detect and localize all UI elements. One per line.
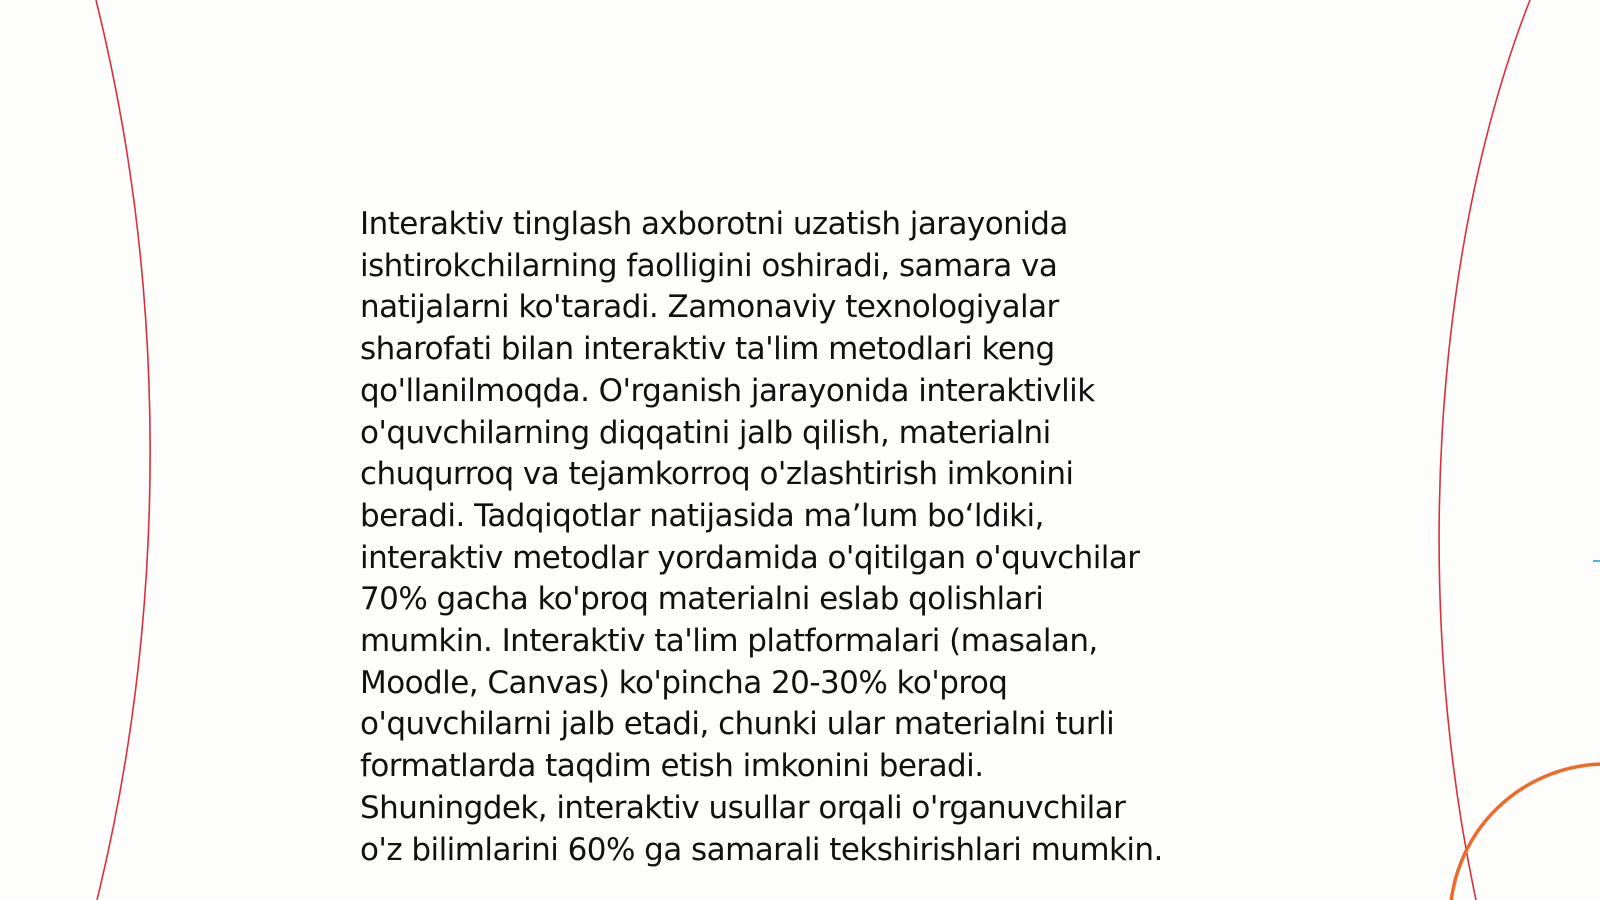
paragraph-line: qo'llanilmoqda. O'rganish jarayonida interaktivlik	[360, 372, 1095, 409]
paragraph-line: sharofati bilan interaktiv ta'lim metodlari keng	[360, 331, 1055, 368]
paragraph-line: Shuningdek, interaktiv usullar orqali o'rganuvchilar	[360, 789, 1126, 826]
paragraph-line: interaktiv metodlar yordamida o'qitilgan o'quvchilar	[360, 539, 1140, 576]
paragraph-line: chuqurroq va tejamkorroq o'zlashtirish imkonini	[360, 456, 1074, 493]
paragraph-line: o'quvchilarning diqqatini jalb qilish, materialni	[360, 414, 1051, 451]
paragraph-line: formatlarda taqdim etish imkonini beradi.	[360, 748, 984, 785]
paragraph-line: o'quvchilarni jalb etadi, chunki ular materialni turli	[360, 706, 1115, 743]
paragraph-line: o'z bilimlarini 60% ga samarali tekshirishlari mumkin.	[360, 831, 1163, 868]
right-arc-line	[1439, 0, 1530, 900]
paragraph-line: beradi. Tadqiqotlar natijasida ma’lum bo‘ldiki,	[360, 497, 1044, 534]
body-paragraph	[360, 204, 1240, 871]
paragraph-line: ishtirokchilarning faolligini oshiradi, samara va	[360, 247, 1058, 284]
left-arc-line	[96, 0, 150, 900]
paragraph-line: Interaktiv tinglash axborotni uzatish jarayonida	[360, 206, 1068, 242]
paragraph-line: 70% gacha ko'proq materialni eslab qolishlari	[360, 581, 1044, 618]
paragraph-line: natijalarni ko'taradi. Zamonaviy texnologiyalar	[360, 289, 1059, 326]
paragraph-line: Moodle, Canvas) ko'pincha 20-30% ko'proq	[360, 664, 1008, 701]
paragraph-line: mumkin. Interaktiv ta'lim platformalari (masalan,	[360, 623, 1098, 660]
